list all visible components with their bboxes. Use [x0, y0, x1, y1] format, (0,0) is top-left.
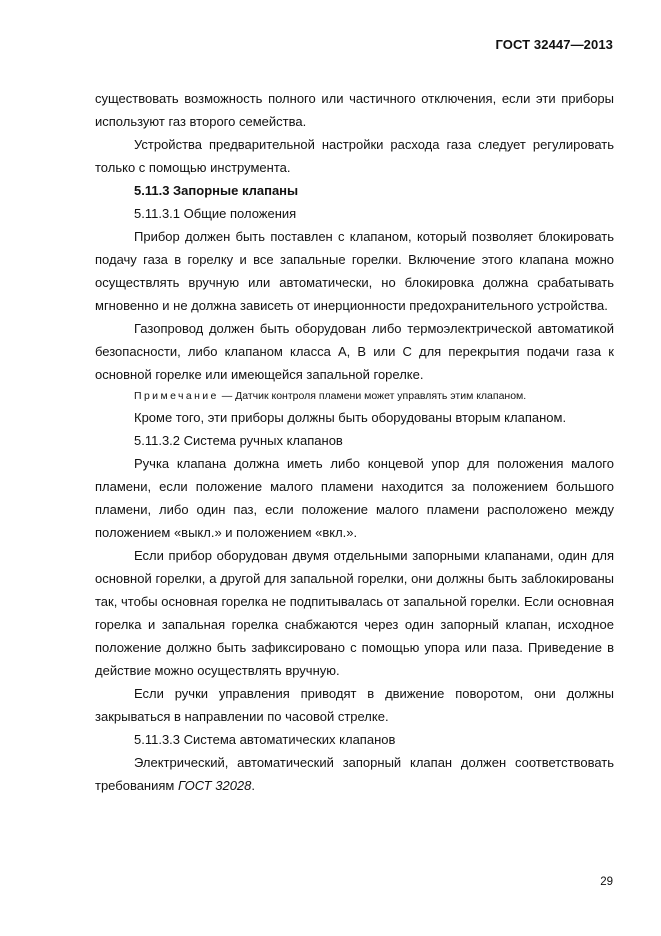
- note-text: — Датчик контроля пламени может управлять этим клапаном.: [218, 390, 527, 402]
- automatic-valve-text: Электрический, автоматический запорный клапан должен соответствовать требованиям: [95, 755, 614, 793]
- document-body: [95, 87, 614, 797]
- paragraph-gas-pipeline: Газопровод должен быть оборудован либо термоэлектрической автоматикой безопасности, либо клапаном класса А, В или С для перекрытия подачи газа к основной горелке или имеющейся запальной горелке.: [95, 321, 614, 382]
- note: [95, 386, 614, 406]
- note-label: Примечание: [134, 390, 219, 402]
- paragraph-second-valve: Кроме того, эти приборы должны быть оборудованы вторым клапаном.: [134, 410, 567, 425]
- paragraph-presetting-devices: Устройства предварительной настройки расхода газа следует регулировать только с помощью инструмента.: [95, 137, 614, 175]
- section-heading-5-11-3: 5.11.3 Запорные клапаны: [134, 183, 299, 198]
- paragraph-automatic-valve: [95, 751, 614, 797]
- paragraph-two-valves: Если прибор оборудован двумя отдельными запорными клапанами, один для основной горелки, а другой для запальной горелки, они должны быть заблокированы так, чтобы основная горелка не подпитывалась от запальной горелки. Если основная горелка и запальная горелка снабжаются через один запорный клапан, исходное положение должно быть зафиксировано с помощью упора или паза. Приведение в действие можно осуществлять вручную.: [95, 548, 614, 678]
- subsection-heading-5-11-3-1: 5.11.3.1 Общие положения: [134, 206, 297, 221]
- paragraph-valve-knob: Ручка клапана должна иметь либо концевой упор для положения малого пламени, если положение малого пламени находится за положением большого пламени, либо один паз, если положение малого пламени расположено между положением «выкл.» и положением «вкл.».: [95, 456, 614, 540]
- subsection-heading-5-11-3-2: 5.11.3.2 Система ручных клапанов: [134, 433, 343, 448]
- subsection-heading-5-11-3-3: 5.11.3.3 Система автоматических клапанов: [134, 732, 396, 747]
- standard-reference: ГОСТ 32028: [177, 778, 252, 793]
- sentence-end: .: [251, 778, 256, 793]
- paragraph-valve-requirement: Прибор должен быть поставлен с клапаном, который позволяет блокировать подачу газа в горелку и все запальные горелки. Включение этого клапана можно осуществлять вручную или автоматически, но блокировка должна срабатывать мгновенно и не должна зависеть от инерционности предохранительного устройства.: [95, 229, 614, 313]
- document-code-header: ГОСТ 32447—2013: [495, 37, 613, 52]
- paragraph-knob-rotation: Если ручки управления приводят в движение поворотом, они должны закрываться в направлении по часовой стрелке.: [95, 686, 614, 724]
- paragraph-continuation: существовать возможность полного или частичного отключения, если эти приборы используют газ второго семейства.: [95, 91, 614, 129]
- page-number: 29: [600, 876, 613, 888]
